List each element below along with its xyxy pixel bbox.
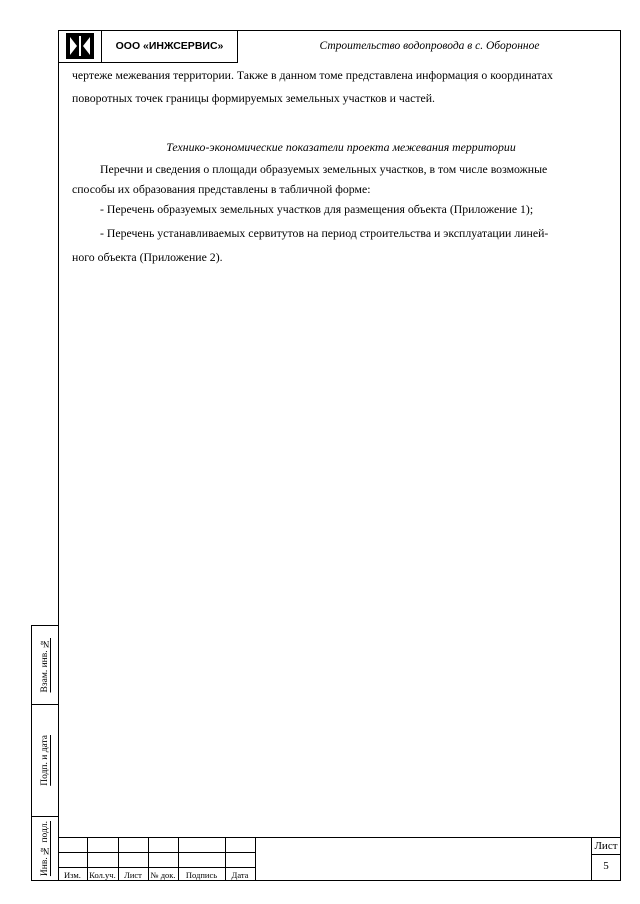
column-label-signature: Подпись [185,870,218,880]
column-label-izm: Изм. [64,870,81,880]
list-item-continued: ного объекта (Приложение 2). [72,250,223,264]
stamp-divider [32,704,58,705]
side-stamp [31,625,59,881]
paragraph-line: способы их образования представлены в табличной форме: [72,182,371,196]
sheet-number: 5 [603,860,609,872]
grid-line [591,854,621,855]
stamp-label-podp: Подп. и дата [40,734,50,786]
grid-line [58,867,255,868]
list-item: - Перечень устанавливаемых сервитутов на период строительства и эксплуатации линей- [100,226,549,240]
column-label-list: Лист [124,870,142,880]
paragraph-continued-end: поворотных точек границы формируемых земельных участков и частей. [72,91,435,105]
page-frame [58,30,621,881]
paragraph-continued: чертеже межевания территории. Также в данном томе представлена информация о координатах [72,68,553,82]
column-label-doc-number: № док. [150,870,176,880]
list-item: - Перечень образуемых земельных участков для размещения объекта (Приложение 1); [100,202,534,216]
company-name: ООО «ИНЖСЕРВИС» [115,40,224,52]
title-block [58,837,621,881]
section-heading: Технико-экономические показатели проекта межевания территории [166,140,516,154]
column-label-date: Дата [231,870,249,880]
paragraph-line: Перечни и сведения о площади образуемых земельных участков, в том числе возможные [100,162,548,176]
stamp-label-inv: Инв. № подл. [40,821,50,877]
sheet-label: Лист [594,840,618,852]
stamp-divider [32,816,58,817]
document-title: Строительство водопровода в с. Оборонное [319,40,540,52]
column-label-kol-uch: Кол.уч. [89,870,116,880]
stamp-label-vzam: Взам. инв. № [40,637,50,693]
grid-line [255,838,256,881]
company-logo-icon [66,33,94,59]
grid-line [58,852,255,853]
